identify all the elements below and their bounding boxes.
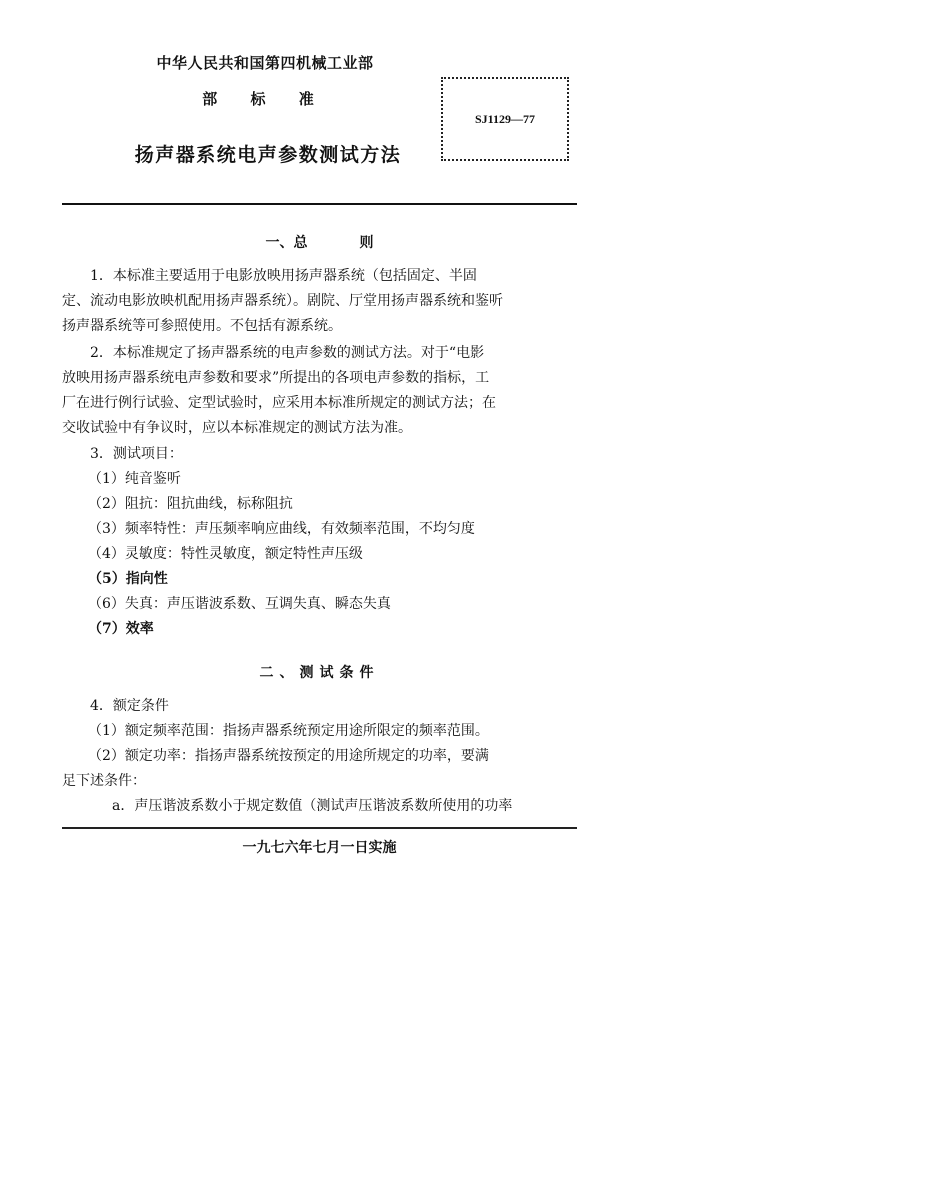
standard-type: 部 标 准 <box>202 90 328 108</box>
test-item-5: （5）指向性 <box>88 571 168 587</box>
section-2-heading: 二、测试条件 <box>259 665 380 681</box>
rated-item-2-cont: 足下述条件： <box>62 773 146 789</box>
clause-1-line-3: 扬声器系统等可参照使用。不包括有源系统。 <box>62 318 342 334</box>
clause-3-title: 3．测试项目： <box>90 446 183 462</box>
test-item-7: （7）效率 <box>88 621 154 637</box>
clause-4-title: 4．额定条件 <box>90 698 169 714</box>
clause-2-line-3: 厂在进行例行试验、定型试验时，应采用本标准所规定的测试方法；在 <box>62 395 496 411</box>
issuing-organization: 中华人民共和国第四机械工业部 <box>156 54 374 72</box>
bottom-divider <box>62 827 577 829</box>
standard-code-box <box>441 77 569 161</box>
rated-item-2: （2）额定功率：指扬声器系统按预定的用途所规定的功率，要满 <box>88 748 489 764</box>
clause-1-line-2: 定、流动电影放映机配用扬声器系统）。剧院、厅堂用扬声器系统和鉴听 <box>62 293 503 309</box>
test-item-2: （2）阻抗：阻抗曲线，标称阻抗 <box>88 496 293 512</box>
section-2-body <box>62 695 582 825</box>
document-title: 扬声器系统电声参数测试方法 <box>134 144 402 166</box>
top-divider <box>62 203 577 205</box>
section-1-heading <box>62 232 577 252</box>
rated-item-1: （1）额定频率范围：指扬声器系统预定用途所限定的频率范围。 <box>88 723 489 739</box>
section-1-heading-word: 则 <box>359 235 374 251</box>
clause-2-line-1: 2．本标准规定了扬声器系统的电声参数的测试方法。对于“电影 <box>90 345 485 361</box>
effective-date: 一九七六年七月一日实施 <box>242 840 397 856</box>
test-item-1: （1）纯音鉴听 <box>88 471 181 487</box>
section-1-body <box>62 265 582 655</box>
test-item-3: （3）频率特性：声压频率响应曲线，有效频率范围，不均匀度 <box>88 521 475 537</box>
rated-item-2a: a．声压谐波系数小于规定数值（测试声压谐波系数所使用的功率 <box>112 798 513 814</box>
clause-2-line-2: 放映用扬声器系统电声参数和要求”所提出的各项电声参数的指标，工 <box>62 370 490 386</box>
clause-1-line-1: 1．本标准主要适用于电影放映用扬声器系统（包括固定、半固 <box>90 268 477 284</box>
standard-code: SJ1129—77 <box>474 111 535 126</box>
clause-2-line-4: 交收试验中有争议时，应以本标准规定的测试方法为准。 <box>62 420 412 436</box>
test-item-4: （4）灵敏度：特性灵敏度，额定特性声压级 <box>88 546 363 562</box>
section-1-heading-num: 一、总 <box>265 235 308 251</box>
test-item-6: （6）失真：声压谐波系数、互调失真、瞬态失真 <box>88 596 391 612</box>
